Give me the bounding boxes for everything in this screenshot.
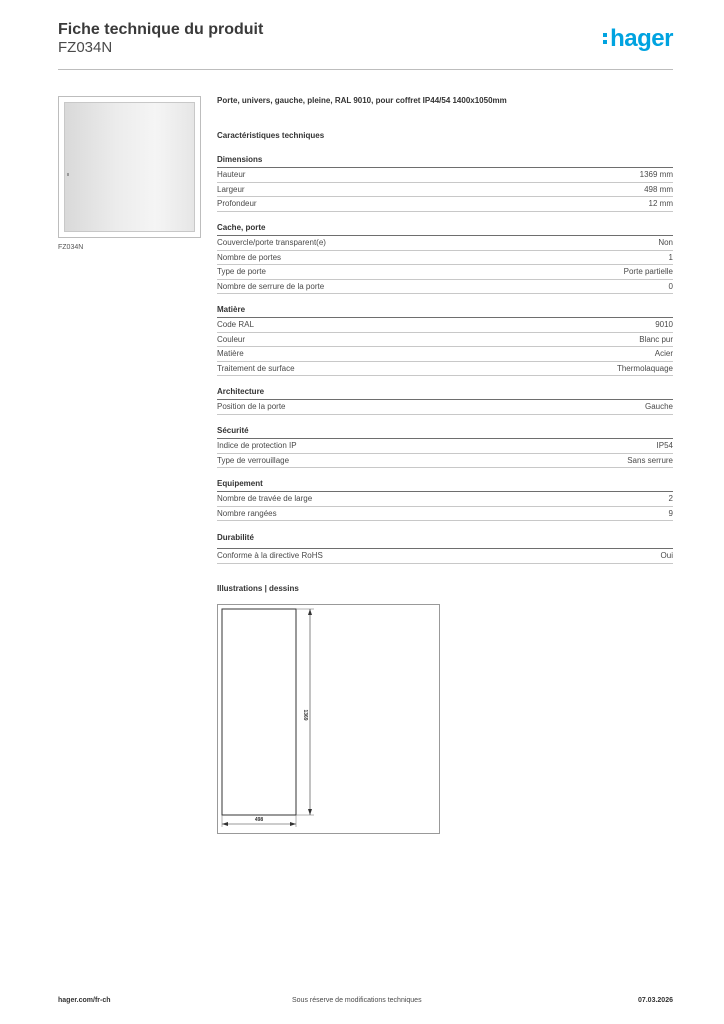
spec-label: Position de la porte [217,402,286,411]
section-matiere [217,305,673,376]
spec-value: 9 [668,508,673,518]
spec-label: Conforme à la directive RoHS [217,551,323,560]
spec-label: Nombre rangées [217,508,277,518]
spec-label: Nombre de portes [217,252,282,262]
section-title: Durabilité [217,533,673,549]
spec-value: Oui [660,551,673,560]
product-reference: FZ034N [58,39,113,56]
spec-row [217,492,673,507]
section-title: Matière [217,305,673,318]
spec-row [217,197,673,212]
spec-value: 12 mm [648,199,673,208]
specifications-panel [217,96,673,823]
spec-value: Sans serrure [627,455,673,465]
spec-row [217,333,673,348]
spec-label: Couvercle/porte transparent(e) [217,238,326,247]
section-durabilite [217,533,673,564]
spec-label: Type de verrouillage [217,455,290,465]
spec-label: Profondeur [217,199,257,208]
drawing-svg [218,605,439,833]
spec-label: Type de porte [217,267,266,276]
page-header [58,20,673,70]
characteristics-title: Caractéristiques techniques [217,131,325,140]
footer-website-link[interactable]: hager.com/fr-ch [58,997,111,1004]
height-arrow-bottom [308,809,312,815]
spec-value: IP54 [656,441,673,450]
spec-value: Gauche [644,402,673,411]
section-architecture [217,387,673,415]
product-image [58,96,201,238]
spec-row [217,183,673,198]
footer-notice: Sous réserve de modifications techniques [292,997,422,1004]
section-dimensions [217,155,673,212]
section-title: Dimensions [217,155,673,168]
width-arrow-left [222,822,228,826]
technical-drawing [217,604,440,834]
spec-label: Nombre de travée de large [217,494,313,503]
spec-value: Porte partielle [623,267,673,276]
hager-logo [603,26,673,52]
width-arrow-right [290,822,296,826]
section-title: Equipement [217,479,673,492]
spec-label: Code RAL [217,320,254,329]
height-arrow-top [308,609,312,615]
image-caption: FZ034N [58,244,84,251]
logo-text: hager [610,25,673,52]
section-cache-porte [217,223,673,294]
spec-label: Largeur [217,184,245,194]
spec-row [217,454,673,469]
height-dimension-label: 1369 [302,709,308,721]
product-description: Porte, univers, gauche, pleine, RAL 9010, pour coffret IP44/54 1400x1050mm [217,96,507,105]
spec-label: Hauteur [217,170,246,179]
door-hinge-mark [67,173,69,176]
section-title: Architecture [217,387,673,400]
section-equipement [217,479,673,521]
section-title: Sécurité [217,426,673,439]
door-photo [64,102,195,232]
spec-value: 2 [668,494,673,503]
spec-row [217,251,673,266]
spec-value: 1369 mm [639,170,673,179]
footer-date: 07.03.2026 [637,997,673,1004]
spec-row [217,347,673,362]
spec-value: Thermolaquage [616,363,673,373]
spec-value: 0 [668,281,673,291]
logo-colon-mark [603,30,608,46]
section-securite [217,426,673,468]
spec-label: Nombre de serrure de la porte [217,281,325,291]
door-outline [222,609,296,815]
spec-value: Acier [654,349,673,358]
spec-row [217,400,673,415]
spec-value: 1 [668,252,673,262]
spec-row [217,236,673,251]
illustrations-title: Illustrations | dessins [217,584,299,593]
spec-row [217,362,673,377]
spec-row [217,280,673,295]
spec-label: Matière [217,349,244,358]
spec-label: Couleur [217,334,246,344]
spec-row [217,318,673,333]
width-dimension-label: 498 [254,817,264,823]
spec-value: Blanc pur [639,334,673,344]
spec-row [217,265,673,280]
spec-label: Indice de protection IP [217,441,297,450]
spec-row [217,549,673,564]
spec-value: 498 mm [644,184,673,194]
document-title: Fiche technique du produit [58,21,264,38]
spec-row [217,507,673,522]
spec-row [217,439,673,454]
spec-label: Traitement de surface [217,363,295,373]
spec-value: Non [658,238,673,247]
spec-row [217,168,673,183]
section-title: Cache, porte [217,223,673,236]
spec-value: 9010 [655,320,673,329]
